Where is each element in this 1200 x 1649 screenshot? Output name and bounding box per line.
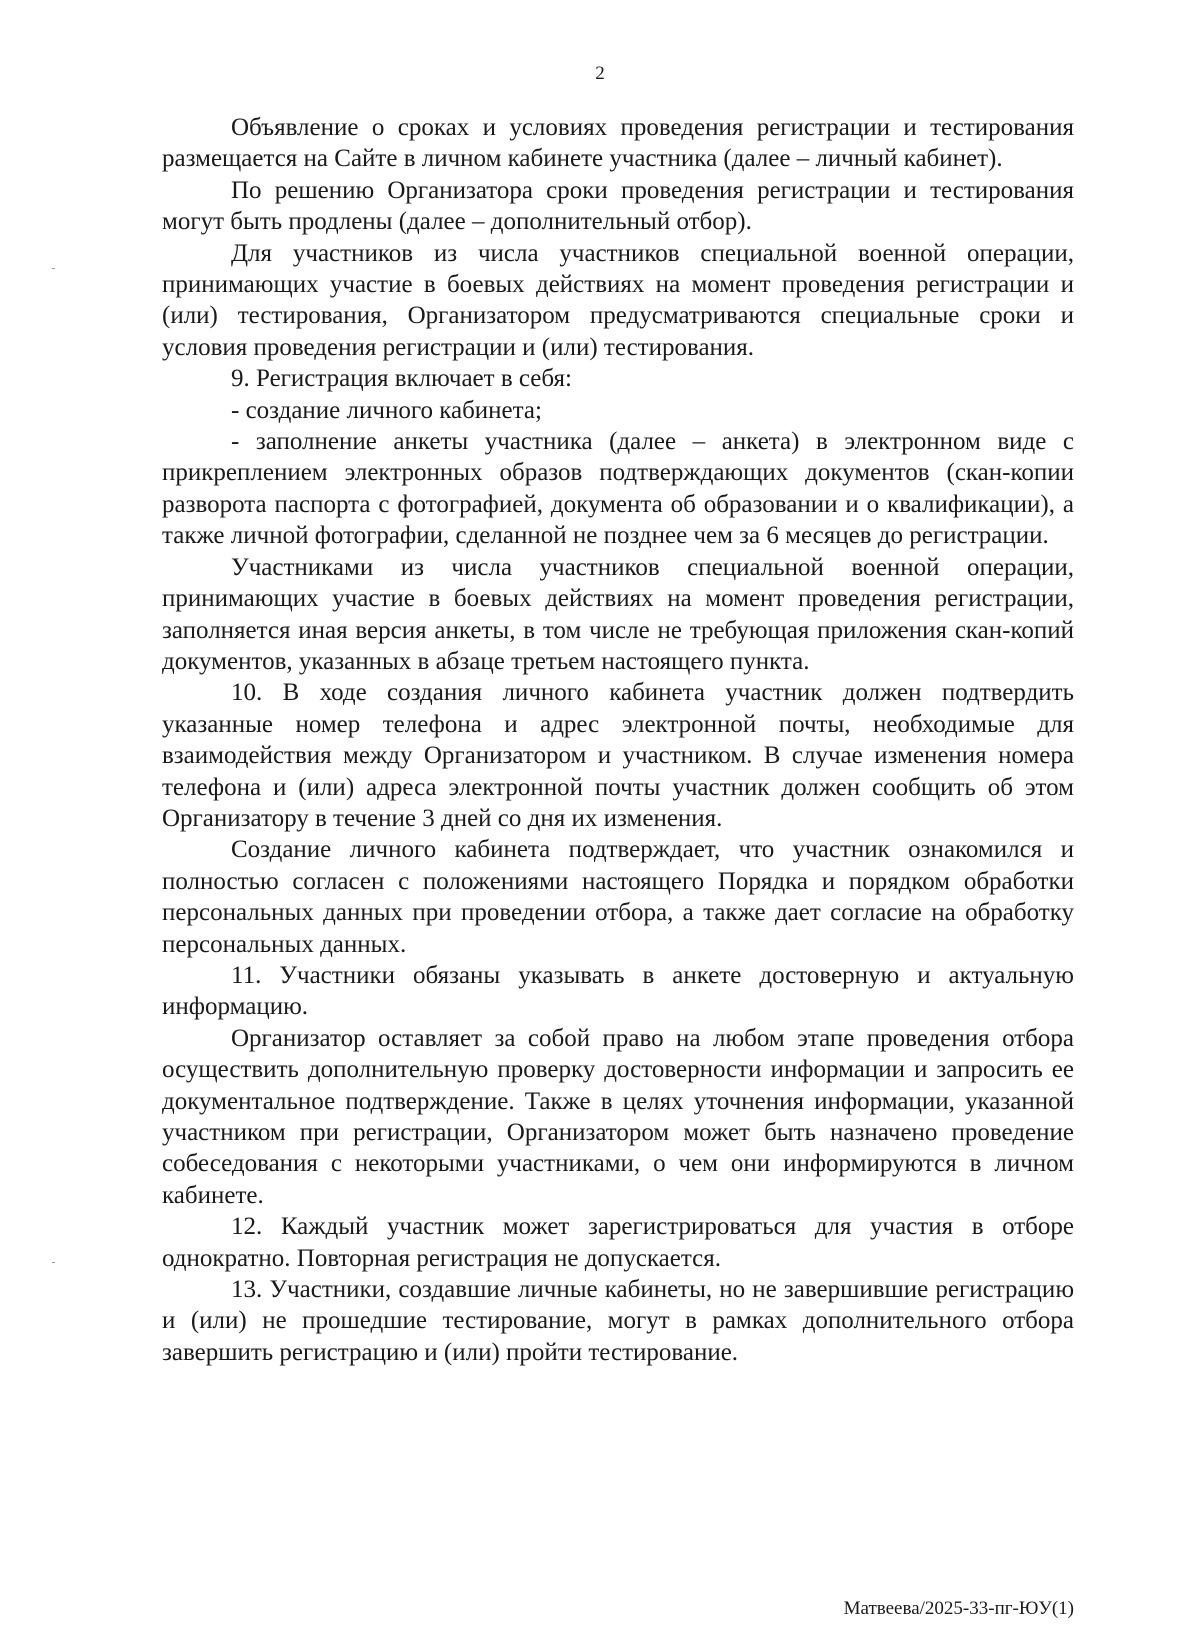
section-item-9: 9. Регистрация включает в себя:	[231, 365, 572, 393]
section-item-10: 10. В ходе создания личного кабинета участник должен подтвердить указанные номер телефона и адрес электронной почты, необходимые для взаимодействия между Организатором и участником. В случае изменения номера телефона и (или) адреса электронной почты участник должен сообщить об этом Организатору в течение 3 дней со дня их изменения.	[162, 679, 1074, 832]
section-item-13: 13. Участники, создавшие личные кабинеты, но не завершившие регистрацию и (или) не прошедшие тестирование, могут в рамках дополнительного отбора завершить регистрацию и (или) пройти тестирование.	[162, 1276, 1074, 1366]
scan-mark	[52, 268, 55, 269]
paragraph: По решению Организатора сроки проведения регистрации и тестирования могут быть продлены (далее – дополнительный отбор).	[162, 176, 1074, 236]
section-item-12: 12. Каждый участник может зарегистрироваться для участия в отборе однократно. Повторная регистрация не допускается.	[162, 1213, 1074, 1272]
document-reference: Матвеева/2025-33-пг-ЮУ(1)	[843, 1598, 1074, 1619]
list-item: - создание личного кабинета;	[231, 396, 542, 424]
paragraph: Участниками из числа участников специальной военной операции, принимающих участие в боевых действиях на момент проведения регистрации, заполняется иная версия анкеты, в том числе не требующая приложения скан-копий документов, указанных в абзаце третьем настоящего пункта.	[162, 553, 1074, 675]
page-number: 2	[595, 63, 605, 84]
paragraph: Создание личного кабинета подтверждает, что участник ознакомился и полностью согласен с положениями настоящего Порядка и порядком обработки персональных данных при проведении отбора, а также дает согласие на обработку персональных данных.	[162, 836, 1074, 958]
scan-mark	[52, 1262, 55, 1263]
paragraph: Организатор оставляет за собой право на любом этапе проведения отбора осуществить дополнительную проверку достоверности информации и запросить ее документальное подтверждение. Также в целях уточнения информации, указанной участником при регистрации, Организатором может быть назначено проведение собеседования с некоторыми участниками, о чем они информируются в личном кабинете.	[162, 1024, 1074, 1209]
section-item-11: 11. Участники обязаны указывать в анкете достоверную и актуальную информацию.	[162, 961, 1074, 1021]
list-item: - заполнение анкеты участника (далее – анкета) в электронном виде с прикреплением электронных образов подтверждающих документов (скан-копии разворота паспорта с фотографией, документа об образовании и о квалификации), а также личной фотографии, сделанной не позднее чем за 6 месяцев до регистрации.	[162, 428, 1074, 550]
document-body	[162, 112, 1074, 1368]
paragraph: Объявление о сроках и условиях проведения регистрации и тестирования размещается на Сайте в личном кабинете участника (далее – личный кабинет).	[162, 114, 1074, 173]
paragraph: Для участников из числа участников специальной военной операции, принимающих участие в боевых действиях на момент проведения регистрации и (или) тестирования, Организатором предусматриваются специальные сроки и условия проведения регистрации и (или) тестирования.	[162, 239, 1074, 361]
